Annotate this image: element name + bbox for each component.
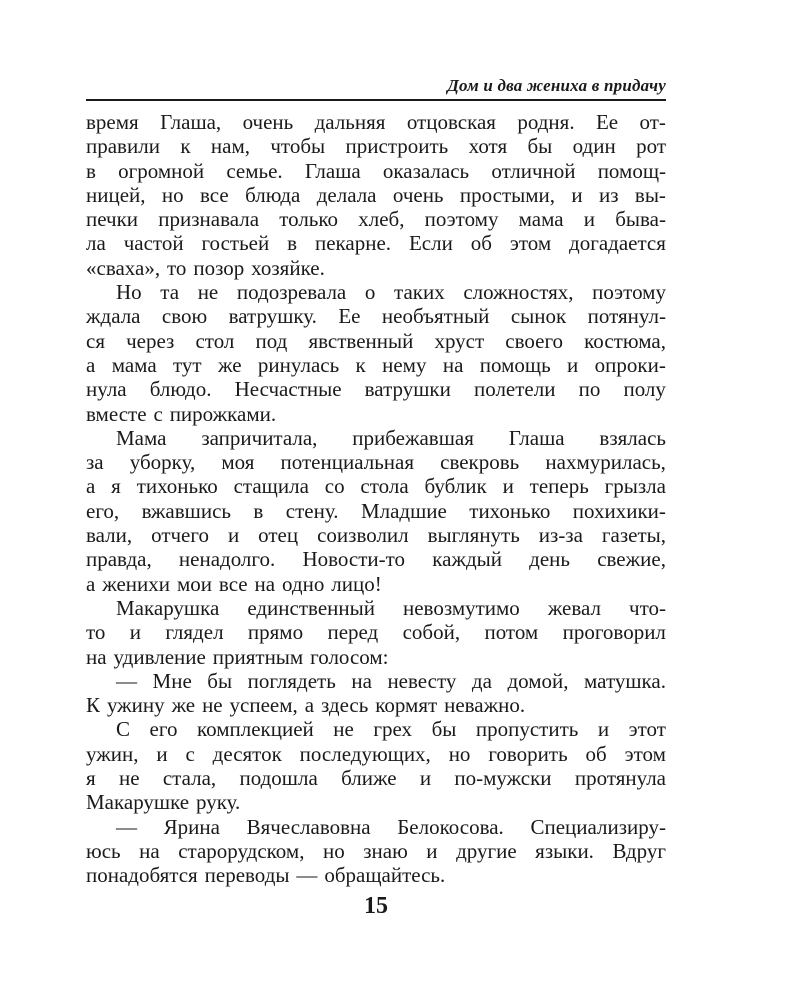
text-line: ла частой гостьей в пекарне. Если об этом догадается	[86, 231, 666, 256]
header-rule	[86, 99, 666, 101]
text-line: в огромной семье. Глаша оказалась отличной помощ-	[86, 158, 666, 183]
text-line: вместе с пирожками.	[86, 401, 277, 426]
text-line: ницей, но все блюда делала очень простыми, и из вы-	[86, 182, 666, 207]
text-line: то и глядел прямо перед собой, потом проговорил	[86, 620, 666, 645]
text-line: а женихи мои все на одно лицо!	[86, 571, 382, 596]
text-line: время Глаша, очень дальняя отцовская родня. Ее от-	[86, 110, 666, 134]
text-line: — Мне бы поглядеть на невесту да домой, матушка.	[116, 668, 666, 693]
text-line: Мама запричитала, прибежавшая Глаша взялась	[116, 425, 666, 450]
text-line: нула блюдо. Несчастные ватрушки полетели по полу	[86, 377, 666, 402]
text-line: понадобятся переводы — обращайтесь.	[86, 863, 446, 888]
text-line: печки признавала только хлеб, поэтому мама и быва-	[86, 207, 666, 232]
running-title: Дом и два жениха в придачу	[447, 76, 666, 95]
text-line: правили к нам, чтобы пристроить хотя бы один рот	[86, 134, 666, 159]
text-line: Макарушке руку.	[86, 790, 241, 815]
text-line: правда, ненадолго. Новости-то каждый день свежие,	[86, 547, 666, 572]
text-line: — Ярина Вячеславовна Белокосова. Специализиру-	[116, 814, 666, 839]
text-line: ся через стол под явственный хруст своего костюма,	[86, 328, 666, 353]
text-line: «сваха», то позор хозяйке.	[86, 255, 325, 280]
page-number: 15	[364, 893, 388, 919]
text-line: Макарушка единственный невозмутимо жевал что-	[116, 595, 666, 620]
text-line: С его комплекцией не грех бы пропустить и этот	[116, 717, 666, 742]
book-page	[86, 0, 666, 1000]
text-line: вали, отчего и отец соизволил выглянуть из-за газеты,	[86, 523, 666, 548]
text-line: за уборку, моя потенциальная свекровь нахмурилась,	[86, 450, 666, 475]
text-line: юсь на старорудском, но знаю и другие языки. Вдруг	[86, 838, 666, 863]
body-text	[86, 110, 666, 888]
text-line: его, вжавшись в стену. Младшие тихонько похихики-	[86, 498, 666, 523]
text-line: ждала свою ватрушку. Ее необъятный сынок потянул-	[86, 304, 666, 329]
text-line: на удивление приятным голосом:	[86, 644, 389, 669]
text-line: а я тихонько стащила со стола бублик и теперь грызла	[86, 474, 666, 499]
text-line: ужин, и с десяток последующих, но говорить об этом	[86, 741, 666, 766]
text-line: Но та не подозревала о таких сложностях, поэтому	[116, 280, 666, 305]
text-line: я не стала, подошла ближе и по-мужски протянула	[86, 766, 666, 791]
text-line: К ужину же не успеем, а здесь кормят неважно.	[86, 693, 526, 718]
text-line: а мама тут же ринулась к нему на помощь и опроки-	[86, 352, 666, 377]
